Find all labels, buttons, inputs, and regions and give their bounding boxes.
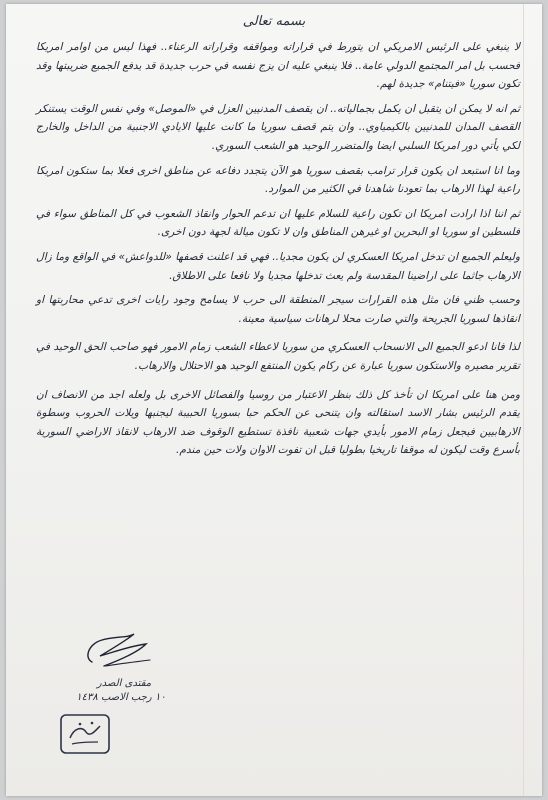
letter-heading: بسمه تعالى bbox=[242, 14, 306, 29]
signature-name: مقتدى الصدر bbox=[96, 678, 152, 689]
paragraph-4: ثم اننا اذا ارادت امريكا ان تكون راعية للسلام عليها ان تدعم الحوار وانقاذ الشعوب في كل المناطق سواء في فلسطين او سوريا او البحرين او غيرهن المناطق وان لا تكون ميالة لجهة دون اخرى. bbox=[36, 207, 520, 239]
paragraph-6: وحسب ظني فان مثل هذه القرارات سيجر المنطقة الى حرب لا يسامح وجود رايات اخرى تدعي محاربتها او انقاذها لسوريا الجريحة والتي صارت محلا لرهانات سياسية معينة. bbox=[36, 294, 520, 325]
seal-stamp bbox=[58, 712, 112, 756]
paragraph-8: ومن هنا على امريكا ان تأخذ كل ذلك بنظر الاعتبار من روسيا والفصائل الاخرى بل ولعله اجد من الانصاف ان يقدم الرئيس بشار الاسد استقالته وان يتنحى عن الحكم حبا بسوريا الحبيبة ليجنبها ويلات الحروب وسطوة الارهابيين فيجعل زمام الامور بأيدي جهات شعبية نافذة تستطيع الوقوف ضد الارهاب لانقاذ الاراضي السورية بأسرع وقت ليكون له موقفا تاريخيا بطوليا قبل ان تفوت الاوان ولات حين مندم. bbox=[36, 388, 520, 457]
paragraph-7: لذا فانا ادعو الجميع الى الانسحاب العسكري من سوريا لاعطاء الشعب زمام الامور فهو صاحب الحق الوحيد في تقرير مصيره والاستكون سوريا عبارة عن ركام يكون المنتفع الوحيد هو الاحتلال والارهاب. bbox=[36, 341, 520, 372]
paragraph-2: ثم انه لا يمكن ان يتقبل ان يكمل بجمالياته.. ان يقصف المدنيين العزل في «الموصل» وفي نفس الوقت يستنكر القصف المدان للمدنيين بالكيمياوي.. وان يتم قصف سوريا ما كانت عليها الايادي الاجنبية من الداخل والخارج لكي يأتي دور امريكا السلبي ايضا والمتضرر الوحيد هو الشعب السوري. bbox=[36, 102, 520, 152]
paragraph-3: وما انا استبعد ان يكون قرار ترامب بقصف سوريا هو الآن يتجدد دفاعه عن مناطق اخرى فعلا بما ستكون امريكا راعية لهذا الارهاب بما تعودنا شاهدنا في الكثير من الموارد. bbox=[36, 164, 520, 196]
letter-body bbox=[36, 38, 520, 466]
paragraph-5: وليعلم الجميع ان تدخل امريكا العسكري لن يكون مجديا.. فهي قد اعلنت قصفها «للدواعش» في الواقع وما زال الارهاب جاثما على اراضينا المقدسة ولم يعث تدخلها مجديا ولا نافعا على الاطلاق. bbox=[36, 250, 520, 282]
signature-block bbox=[54, 622, 174, 782]
handwritten-signature bbox=[54, 622, 174, 682]
signature-date: ١٠ رجب الاصب ١٤٣٨ bbox=[76, 692, 166, 703]
margin-line bbox=[523, 4, 524, 796]
paragraph-1: لا ينبغي على الرئيس الامريكي ان يتورط في قراراته ومواقفه وقراراته الرعناء.. فهذا ليس من اوامر امريكا فحسب بل امر المجتمع الدولي عامة.. فلا ينبغي عليه ان يزج نفسه في حرب جديدة قد يدفع الجميع ضريبتها وقد تكون سوريا «فيتنام» جديدة لهم. bbox=[36, 41, 520, 91]
letter-page bbox=[6, 4, 542, 796]
